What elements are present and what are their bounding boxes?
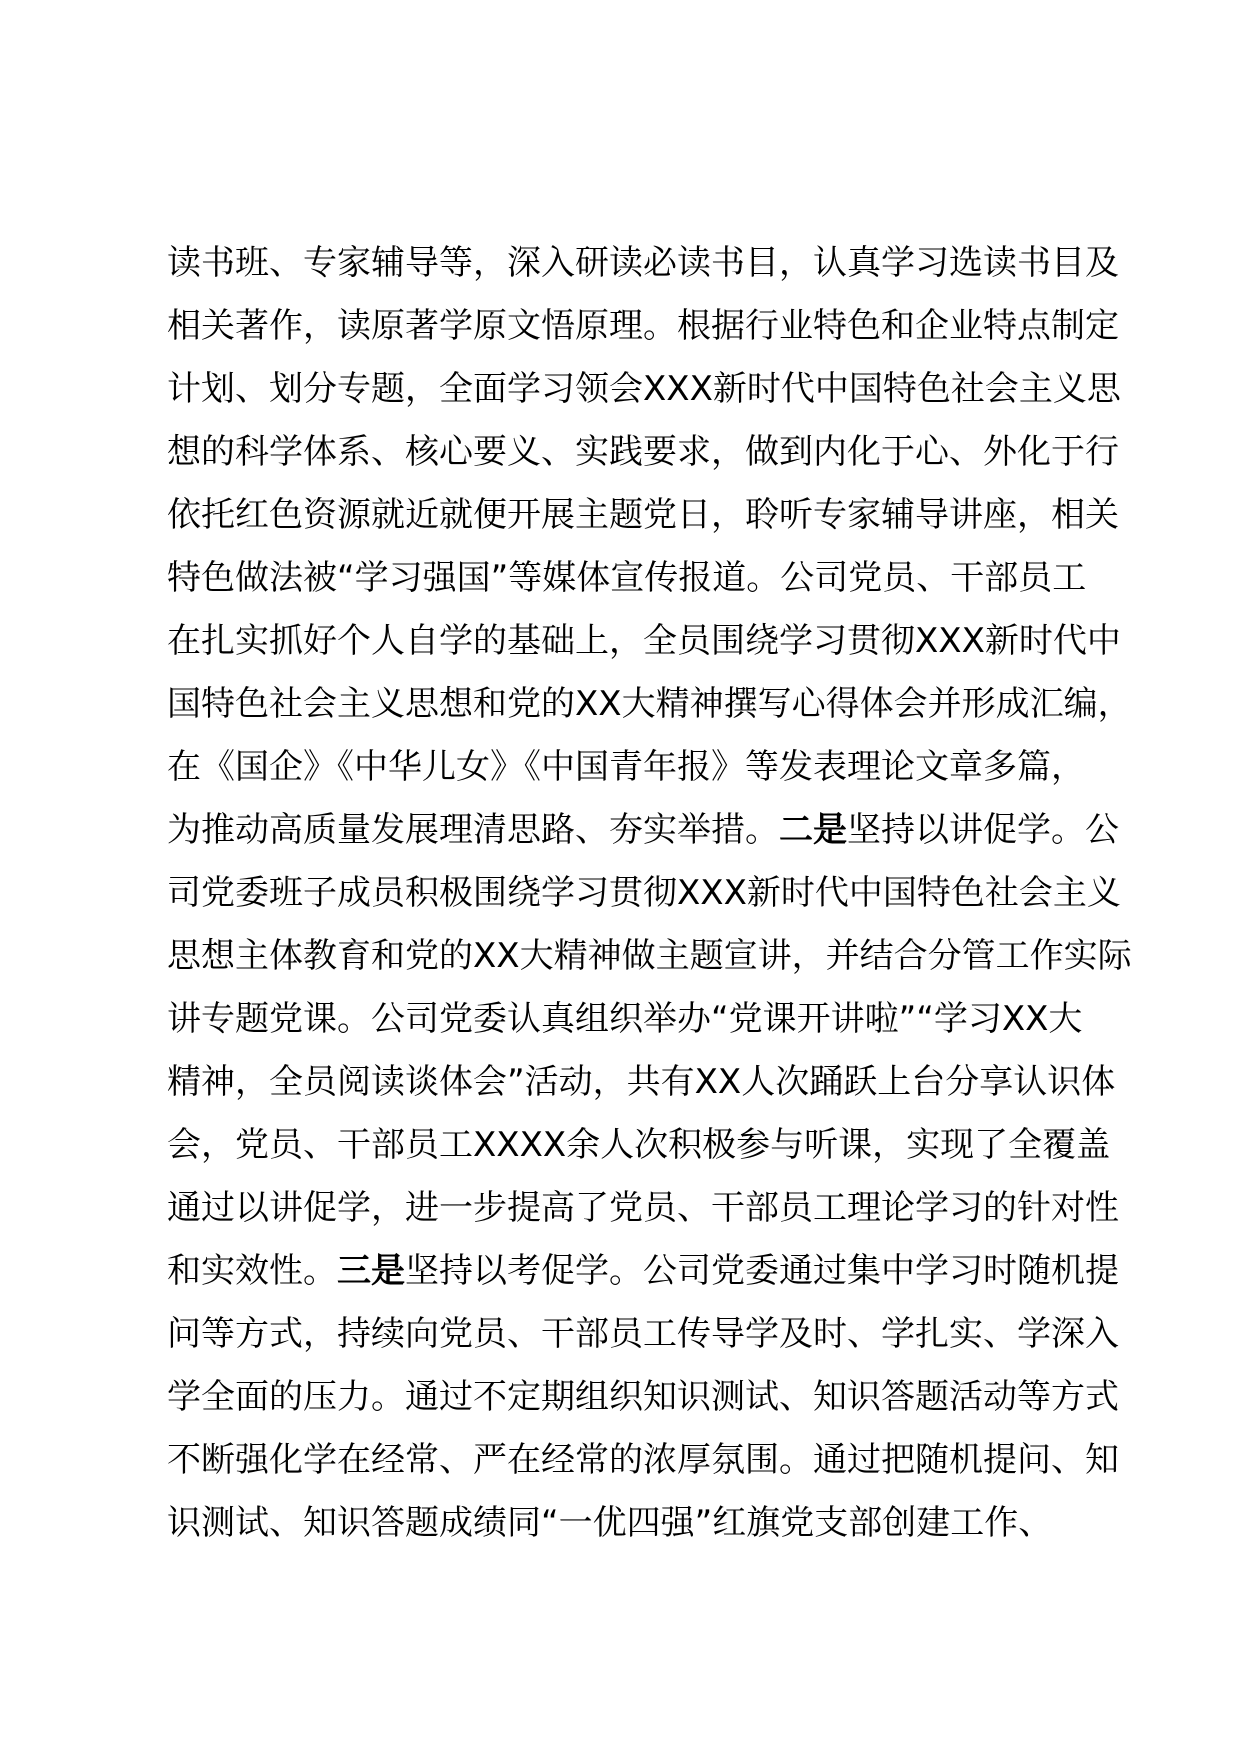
text-line xyxy=(167,610,1127,673)
text-segment: 读书班、专家辅导等，深入研读必读书目，认真学习选读书目及 xyxy=(167,243,1119,283)
text-line xyxy=(167,925,1132,988)
body-text xyxy=(167,232,1132,1555)
text-line xyxy=(167,484,1127,547)
text-line xyxy=(167,295,1127,358)
emphasis-text: 二是 xyxy=(779,810,847,850)
text-line xyxy=(167,358,1127,421)
text-segment: 在《国企》《中华儿女》《中国青年报》等发表理论文章多篇， xyxy=(167,747,1085,787)
text-segment: 通过以讲促学，进一步提高了党员、干部员工理论学习的针对性 xyxy=(167,1188,1119,1228)
text-line xyxy=(167,1051,1127,1114)
text-line xyxy=(167,1240,1127,1303)
text-line xyxy=(167,421,1127,484)
text-segment: 讲专题党课。公司党委认真组织举办“党课开讲啦”“学习XX大 xyxy=(167,999,1083,1039)
text-line xyxy=(167,1492,1127,1555)
text-line xyxy=(167,1114,1127,1177)
text-line xyxy=(167,862,1127,925)
text-segment: 在扎实抓好个人自学的基础上，全员围绕学习贯彻XXX新时代中 xyxy=(167,621,1121,661)
text-line xyxy=(167,1366,1127,1429)
text-segment: 司党委班子成员积极围绕学习贯彻XXX新时代中国特色社会主义 xyxy=(167,873,1121,913)
text-segment: 坚持以讲促学。公 xyxy=(847,810,1119,850)
text-segment: 坚持以考促学。公司党委通过集中学习时随机提 xyxy=(405,1251,1119,1291)
text-segment: 国特色社会主义思想和党的XX大精神撰写心得体会并形成汇编， xyxy=(167,684,1132,724)
text-segment: 不断强化学在经常、严在经常的浓厚氛围。通过把随机提问、知 xyxy=(167,1440,1119,1480)
text-line xyxy=(167,232,1127,295)
text-segment: 学全面的压力。通过不定期组织知识测试、知识答题活动等方式 xyxy=(167,1377,1119,1417)
text-line xyxy=(167,736,1127,799)
text-segment: 相关著作，读原著学原文悟原理。根据行业特色和企业特点制定 xyxy=(167,306,1119,346)
text-line xyxy=(167,1303,1127,1366)
text-segment: 识测试、知识答题成绩同“一优四强”红旗党支部创建工作、 xyxy=(167,1503,1053,1543)
text-segment: 为推动高质量发展理清思路、夯实举措。 xyxy=(167,810,779,850)
text-segment: 和实效性。 xyxy=(167,1251,337,1291)
text-segment: 问等方式，持续向党员、干部员工传导学及时、学扎实、学深入 xyxy=(167,1314,1119,1354)
text-line xyxy=(167,1177,1127,1240)
text-line xyxy=(167,799,1127,862)
text-line xyxy=(167,988,1127,1051)
text-segment: 想的科学体系、核心要义、实践要求，做到内化于心、外化于行 xyxy=(167,432,1119,472)
text-segment: 计划、划分专题，全面学习领会XXX新时代中国特色社会主义思 xyxy=(167,369,1121,409)
text-segment: 会，党员、干部员工XXXX余人次积极参与听课，实现了全覆盖 xyxy=(167,1125,1111,1165)
text-segment: 依托红色资源就近就便开展主题党日，聆听专家辅导讲座，相关 xyxy=(167,495,1119,535)
emphasis-text: 三是 xyxy=(337,1251,405,1291)
text-segment: 思想主体教育和党的XX大精神做主题宣讲，并结合分管工作实际 xyxy=(167,936,1132,976)
text-line xyxy=(167,1429,1127,1492)
text-segment: 精神，全员阅读谈体会”活动，共有XX人次踊跃上台分享认识体 xyxy=(167,1062,1116,1102)
text-line xyxy=(167,673,1132,736)
text-segment: 特色做法被“学习强国”等媒体宣传报道。公司党员、干部员工 xyxy=(167,558,1087,598)
text-line xyxy=(167,547,1127,610)
